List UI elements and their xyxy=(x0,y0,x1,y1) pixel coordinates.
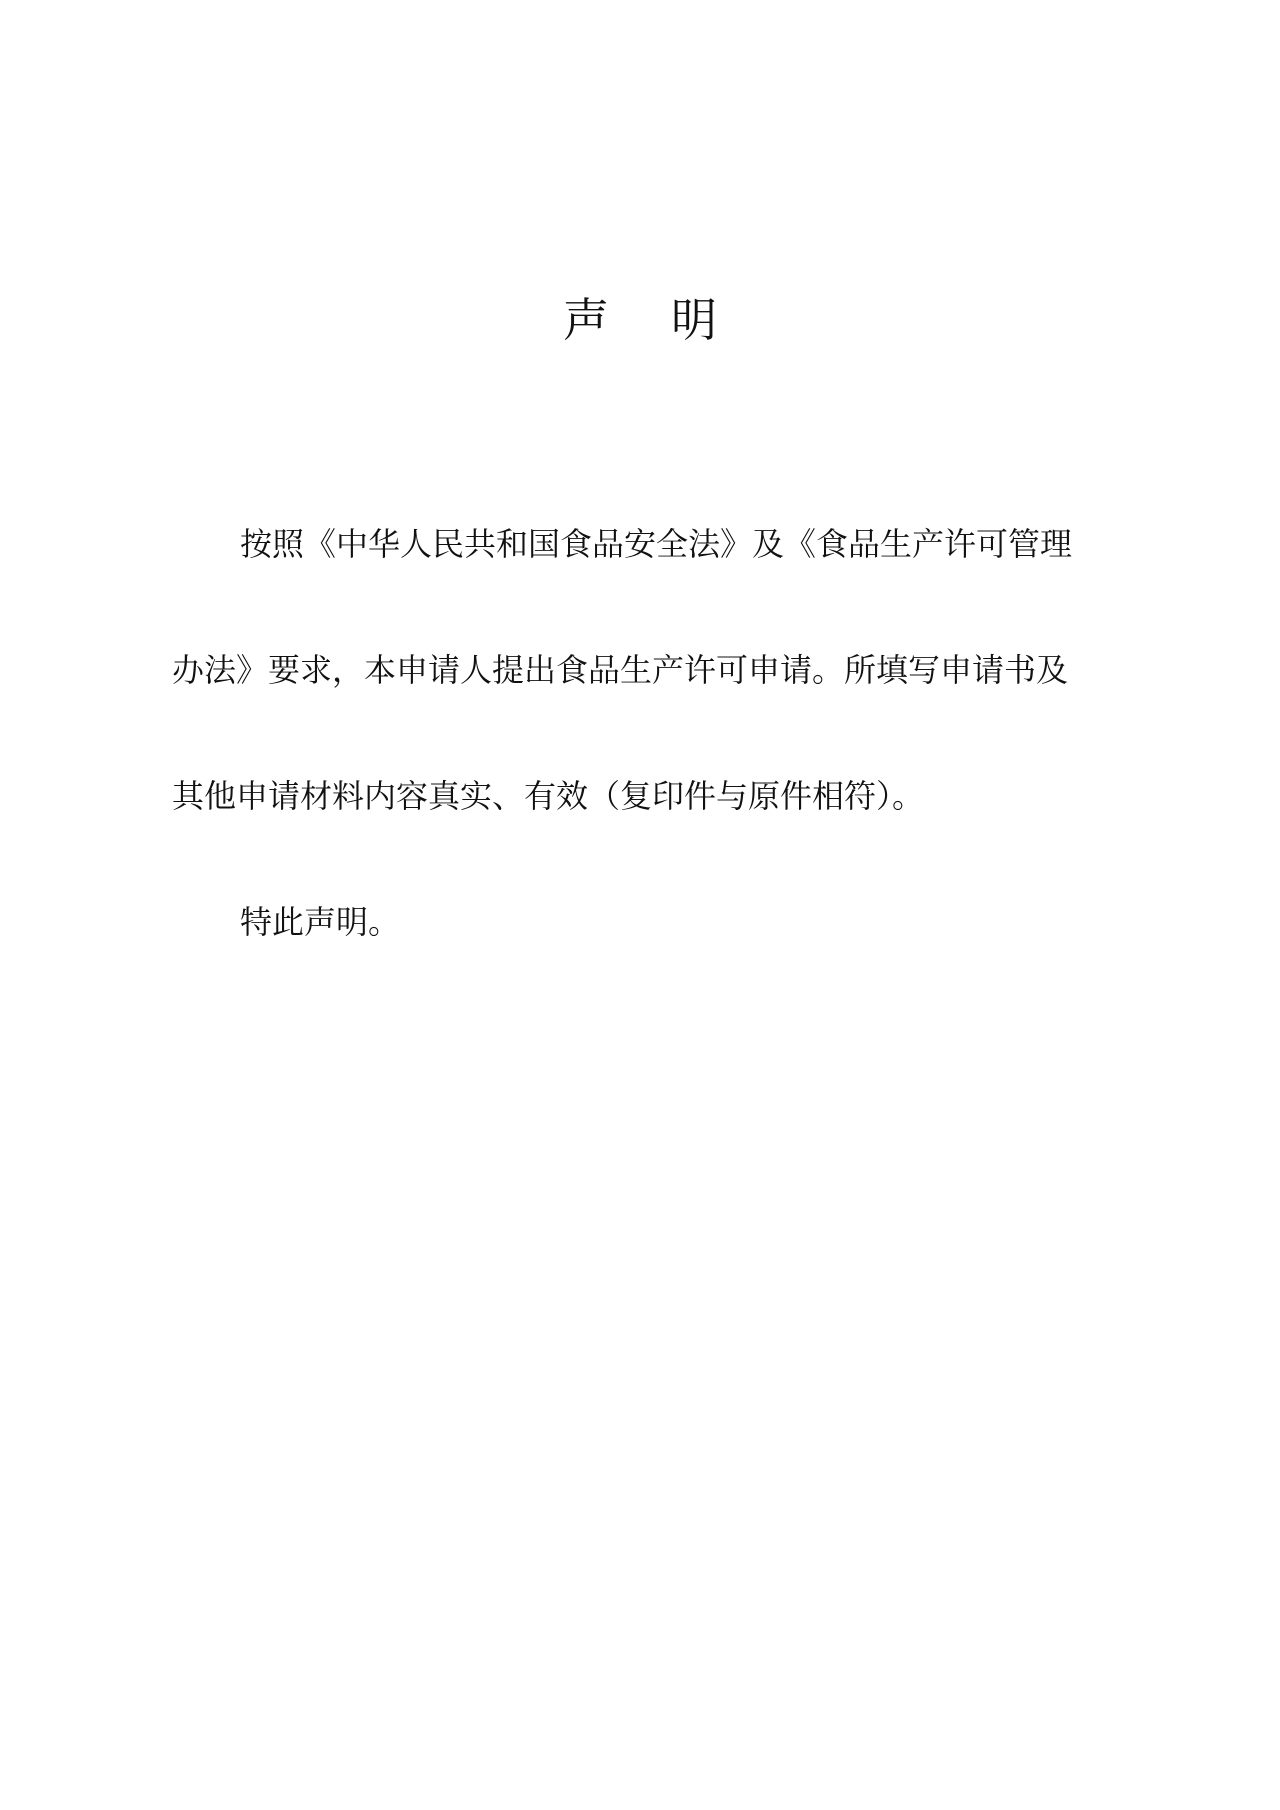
page-title xyxy=(0,290,1280,350)
title-char-1: 声 xyxy=(563,293,609,347)
title-char-2: 明 xyxy=(671,293,717,347)
paragraph-line: 其他申请材料内容真实、有效（复印件与原件相符）。 xyxy=(172,777,925,815)
paragraph-line: 按照《中华人民共和国食品安全法》及《食品生产许可管理 xyxy=(240,525,1073,563)
closing-statement: 特此声明。 xyxy=(240,903,401,941)
paragraph-line: 办法》要求，本申请人提出食品生产许可申请。所填写申请书及 xyxy=(172,651,1069,689)
